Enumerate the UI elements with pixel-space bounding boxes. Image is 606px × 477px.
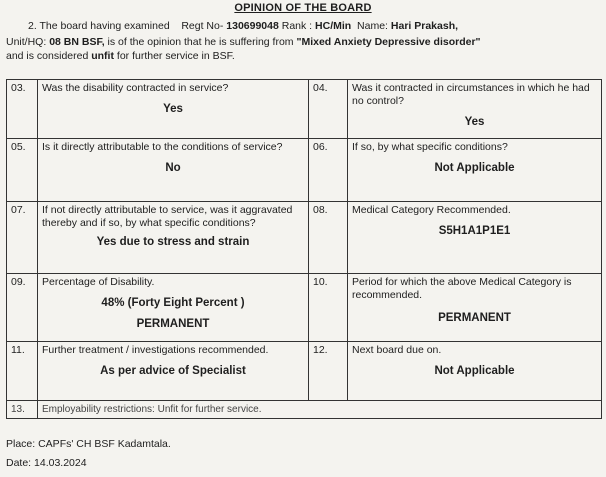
considered-text: and is considered: [6, 50, 89, 62]
item-number: 07.: [7, 202, 38, 274]
unfit-text: unfit: [91, 50, 114, 62]
date-line: Date: 14.03.2024: [6, 457, 87, 469]
item-cell: [348, 202, 602, 274]
item-question: If not directly attributable to service, was it aggravated thereby and if so, by what specific conditions?: [42, 204, 293, 229]
item-cell: [38, 342, 309, 401]
employability-restrictions: Employability restrictions: Unfit for further service.: [38, 401, 602, 419]
item-number: 06.: [309, 139, 348, 202]
item-answer: Not Applicable: [434, 162, 515, 174]
statement-line-2: [6, 34, 602, 50]
table-row: [7, 202, 602, 274]
unit-value: 08 BN BSF,: [49, 36, 105, 48]
regt-number: 130699048: [226, 20, 279, 32]
item-answer: Not Applicable: [434, 365, 515, 377]
item-question: Was the disability contracted in service?: [42, 82, 229, 94]
item-answer: PERMANENT: [438, 312, 511, 324]
item-cell: [38, 274, 309, 342]
page-title: OPINION OF THE BOARD: [234, 2, 372, 14]
item-number: 10.: [309, 274, 348, 342]
item-number: 05.: [7, 139, 38, 202]
board-statement: [6, 18, 602, 62]
board-opinion-table: [6, 79, 602, 419]
item-question: Was it contracted in circumstances in which he had no control?: [352, 82, 590, 107]
item-question: Period for which the above Medical Category is recommended.: [352, 276, 572, 301]
unit-label: Unit/HQ:: [6, 36, 47, 48]
name-value: Hari Prakash,: [390, 20, 459, 32]
item-number: 11.: [7, 342, 38, 401]
item-answer: S5H1A1P1E1: [438, 225, 511, 237]
item-number: 03.: [7, 80, 38, 139]
statement-line-1: [6, 18, 602, 34]
item-answer: Yes due to stress and strain: [96, 236, 250, 248]
place-line: Place: CAPFs' CH BSF Kadamtala.: [6, 438, 171, 450]
item-answer: Yes: [163, 103, 183, 115]
opinion-text: is of the opinion that he is suffering from: [107, 36, 294, 48]
table-row: [7, 139, 602, 202]
regt-label: Regt No-: [181, 20, 224, 32]
item-cell: [348, 342, 602, 401]
item-cell: [348, 274, 602, 342]
rank-label: Rank :: [281, 20, 313, 32]
item-question: If so, by what specific conditions?: [352, 141, 508, 153]
item-cell: [38, 80, 309, 139]
disorder-name: "Mixed Anxiety Depressive disorder": [296, 36, 481, 48]
item-number: 12.: [309, 342, 348, 401]
item-question: Further treatment / investigations recommended.: [42, 344, 269, 356]
item-answer: As per advice of Specialist: [100, 365, 246, 377]
item-question: Percentage of Disability.: [42, 276, 155, 288]
intro-text: 2. The board having examined: [28, 20, 170, 32]
item-question: Is it directly attributable to the conditions of service?: [42, 141, 283, 153]
rank-value: HC/Min: [315, 20, 352, 32]
item-number: 13.: [7, 401, 38, 419]
item-cell: [38, 139, 309, 202]
name-label: Name:: [357, 20, 388, 32]
item-number: 04.: [309, 80, 348, 139]
item-answer: Yes: [464, 116, 485, 128]
item-cell: [348, 139, 602, 202]
item-answer-duration: PERMANENT: [136, 318, 210, 330]
item-cell: [348, 80, 602, 139]
table-row: [7, 274, 602, 342]
item-answer: 48% (Forty Eight Percent ): [101, 297, 245, 309]
item-answer: No: [165, 162, 181, 174]
table-row: [7, 342, 602, 401]
table-row: [7, 80, 602, 139]
item-number: 09.: [7, 274, 38, 342]
item-question: Next board due on.: [352, 344, 442, 356]
further-service-text: for further service in BSF.: [116, 50, 235, 62]
item-cell: [38, 202, 309, 274]
statement-line-3: [6, 50, 602, 62]
item-number: 08.: [309, 202, 348, 274]
table-row: [7, 401, 602, 419]
item-question: Medical Category Recommended.: [352, 204, 511, 216]
